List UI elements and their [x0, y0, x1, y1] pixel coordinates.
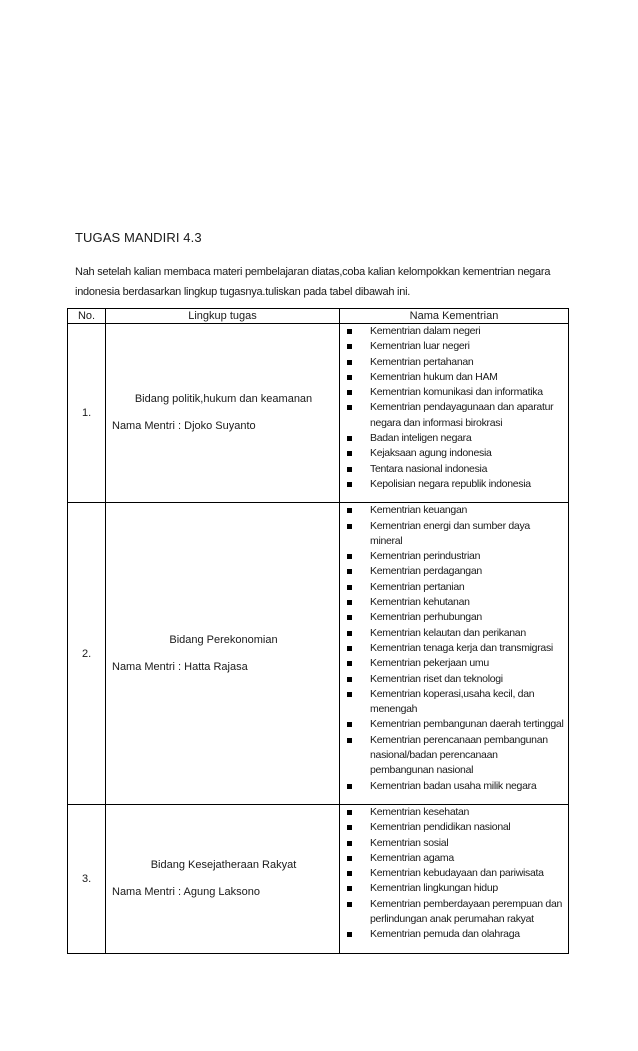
list-item: Kementrian tenaga kerja dan transmigrasi: [340, 641, 564, 656]
list-item: Kementrian komunikasi dan informatika: [340, 385, 564, 400]
minister-name: Nama Mentri : Agung Laksono: [112, 885, 260, 898]
list-item: Tentara nasional indonesia: [340, 462, 564, 477]
list-item: Kementrian dalam negeri: [340, 324, 564, 339]
list-item: Kementrian pertanian: [340, 580, 564, 595]
minister-name: Nama Mentri : Hatta Rajasa: [112, 660, 248, 673]
header-scope: Lingkup tugas: [106, 309, 340, 324]
ministry-list: [340, 324, 564, 492]
table-row: [68, 804, 569, 953]
list-item: Kementrian pemuda dan olahraga: [340, 927, 564, 942]
header-no: No.: [68, 309, 106, 324]
scope-cell: [106, 503, 340, 805]
ministry-list: [340, 503, 564, 794]
table-row: [68, 324, 569, 503]
list-item: Kementrian pembangunan daerah tertinggal: [340, 717, 564, 732]
list-item: Kementrian badan usaha milik negara: [340, 779, 564, 794]
list-item: Kementrian pekerjaan umu: [340, 656, 564, 671]
list-item: Kementrian perdagangan: [340, 564, 564, 579]
scope-cell: [106, 324, 340, 503]
list-item: Kepolisian negara republik indonesia: [340, 477, 564, 492]
list-item: Kementrian hukum dan HAM: [340, 370, 564, 385]
list-item: Kementrian kesehatan: [340, 805, 564, 820]
field-name: Bidang Kesejatheraan Rakyat: [150, 858, 297, 871]
ministry-list-cell: [340, 804, 569, 953]
ministry-list: [340, 805, 564, 943]
list-item: Kementrian luar negeri: [340, 339, 564, 354]
list-item: Kejaksaan agung indonesia: [340, 446, 564, 461]
intro-paragraph: Nah setelah kalian membaca materi pembelajaran diatas,coba kalian kelompokkan kementrian negara indonesia berdasarkan lingkup tugasnya.tuliskan pada tabel dibawah ini.: [75, 266, 551, 298]
list-item: Kementrian pendayagunaan dan aparatur negara dan informasi birokrasi: [340, 400, 564, 431]
list-item: Kementrian pemberdayaan perempuan dan perlindungan anak perumahan rakyat: [340, 897, 564, 928]
table-row: [68, 503, 569, 805]
list-item: Kementrian koperasi,usaha kecil, dan menengah: [340, 687, 564, 718]
list-item: Kementrian pertahanan: [340, 355, 564, 370]
list-item: Kementrian kehutanan: [340, 595, 564, 610]
ministry-list-cell: [340, 324, 569, 503]
document-title: TUGAS MANDIRI 4.3: [75, 230, 202, 245]
minister-name: Nama Mentri : Djoko Suyanto: [112, 420, 256, 433]
header-ministry: Nama Kementrian: [340, 309, 569, 324]
ministry-list-cell: [340, 503, 569, 805]
field-name: Bidang politik,hukum dan keamanan: [134, 393, 313, 406]
list-item: Kementrian lingkungan hidup: [340, 881, 564, 896]
list-item: Kementrian kelautan dan perikanan: [340, 626, 564, 641]
row-number: 2.: [68, 503, 106, 805]
list-item: Kementrian perhubungan: [340, 610, 564, 625]
scope-cell: [106, 804, 340, 953]
ministry-table: [67, 308, 569, 954]
field-name: Bidang Perekonomian: [169, 633, 278, 646]
list-item: Kementrian sosial: [340, 836, 564, 851]
list-item: Kementrian energi dan sumber daya mineral: [340, 519, 564, 550]
table-header-row: [68, 309, 569, 324]
row-number: 1.: [68, 324, 106, 503]
list-item: Kementrian perindustrian: [340, 549, 564, 564]
row-number: 3.: [68, 804, 106, 953]
list-item: Kementrian perencanaan pembangunan nasional/badan perencanaan pembangunan nasional: [340, 733, 564, 779]
list-item: Kementrian agama: [340, 851, 564, 866]
list-item: Kementrian kebudayaan dan pariwisata: [340, 866, 564, 881]
list-item: Kementrian riset dan teknologi: [340, 672, 564, 687]
list-item: Kementrian pendidikan nasional: [340, 820, 564, 835]
list-item: Kementrian keuangan: [340, 503, 564, 518]
list-item: Badan inteligen negara: [340, 431, 564, 446]
